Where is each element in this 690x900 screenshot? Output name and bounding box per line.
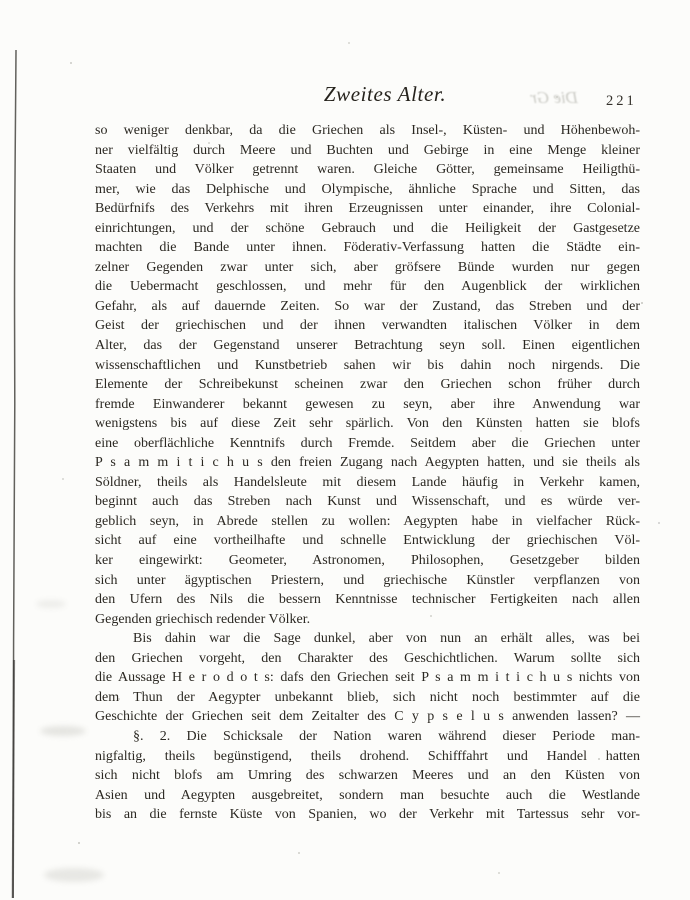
text-line: Bis dahin war die Sage dunkel, aber von nun an erhält alles, was bei (133, 631, 640, 647)
text-line: ner vielfältig durch Meere und Buchten und Gebirge in eine Menge kleiner (95, 142, 640, 158)
text-line: Geschichte der Griechen seit dem Zeitalter des C y p s e l u s anwenden lassen? — (95, 709, 640, 725)
text-line: fremde Einwanderer bekannt gewesen zu seyn, aber ihre Anwendung war (95, 396, 640, 412)
text-line: eine oberflächliche Kenntnifs durch Fremde. Seitdem aber die Griechen unter (95, 435, 640, 451)
bleedthrough-text: Die Gr (530, 88, 578, 107)
text-line: P s a m m i t i c h u s den freien Zugang nach Aegypten hatten, und sie theils als (95, 455, 640, 471)
body-text (95, 121, 640, 825)
text-line: nigfaltig, theils begünstigend, theils drohend. Schifffahrt und Handel hatten (95, 748, 640, 764)
ink-smudge (40, 726, 86, 736)
text-line: bis an die fernste Küste von Spanien, wo der Verkehr mit Tartessus sehr vor- (95, 807, 640, 823)
text-line: so weniger denkbar, da die Griechen als Insel-, Küsten- und Höhenbewoh- (95, 123, 640, 138)
text-line: einrichtungen, und der schöne Gebrauch und die Heiligkeit der Gastgesetze (95, 220, 640, 236)
text-line: §. 2. Die Schicksale der Nation waren während dieser Periode man- (133, 728, 640, 744)
text-line: wissenschaftlichen und Kunstbetrieb sahen wir bis dahin noch nirgends. Die (95, 357, 640, 373)
text-line: machten die Bande unter ihnen. Föderativ-Verfassung hatten die Städte ein- (95, 240, 640, 256)
page-title: Zweites Alter. (323, 82, 447, 106)
text-line: sich unter ägyptischen Priestern, und griechische Künstler verpflanzen von (95, 572, 640, 588)
text-line: Söldner, theils als Handelsleute mit diesem Lande häufig in Verkehr kamen, (95, 474, 640, 490)
text-line: Elemente der Schreibekunst scheinen zwar den Griechen schon früher durch (95, 377, 640, 393)
text-line: wenigstens bis auf diese Zeit sehr spärlich. Von den Künsten hatten sie blofs (95, 416, 640, 432)
text-line: Geist der griechischen und der ihnen verwandten italischen Völker in dem (95, 318, 640, 334)
text-line: mer, wie das Delphische und Olympische, ähnliche Sprache und Sitten, das (95, 181, 640, 197)
ink-smudge (44, 868, 104, 882)
text-line: sich nicht blofs am Umring des schwarzen Meeres und an den Küsten von (95, 768, 640, 784)
text-line: die Aussage H e r o d o t s: dafs den Griechen seit P s a m m i t i c h u s nichts von (95, 670, 640, 686)
text-line: geblich seyn, in Abrede stellen zu wollen: Aegypten habe in vielfacher Rück- (95, 513, 640, 529)
text-line: Gegenden griechisch redender Völker. (95, 611, 311, 627)
text-line: beginnt auch das Streben nach Kunst und Wissenschaft, und es würde ver- (95, 494, 640, 510)
paper-specks (0, 0, 2, 2)
text-line: dem Thun der Aegypter unbekannt blieb, sich nicht noch bestimmter auf die (95, 689, 640, 705)
text-line: Asien und Aegypten ausgebreitet, sondern man besuchte auch die Westlande (95, 787, 640, 803)
text-line: Staaten und Völker getrennt waren. Gleiche Götter, gemeinsame Heiligthü- (95, 162, 640, 178)
text-line: sicht auf eine vortheilhafte und schnelle Entwicklung der griechischen Völ- (95, 533, 640, 549)
page-number: 221 (606, 93, 637, 109)
text-line: den Griechen vorgeht, den Charakter des Geschichtlichen. Warum sollte sich (95, 650, 640, 666)
text-line: Bedürfnifs des Verkehrs mit ihren Erzeugnissen unter einander, ihre Colonial- (95, 201, 640, 217)
text-line: Alter, das der Gegenstand unserer Betrachtung seyn soll. Einen eigentlichen (95, 338, 640, 354)
ink-smudge (36, 600, 66, 608)
text-line: ker eingewirkt: Geometer, Astronomen, Philosophen, Gesetzgeber bilden (95, 553, 640, 569)
text-line: die Uebermacht geschlossen, und mehr für den Augenblick der wirklichen (95, 279, 640, 295)
binding-crease-line (0, 0, 40, 900)
text-line: Gefahr, als auf dauernde Zeiten. So war der Zustand, das Streben und der (95, 298, 640, 314)
text-line: zelner Gegenden zwar unter sich, aber gröfsere Bünde wurden nur gegen (95, 259, 640, 275)
text-line: den Ufern des Nils die bessern Kenntnisse technischer Fertigkeiten nach allen (95, 592, 640, 608)
